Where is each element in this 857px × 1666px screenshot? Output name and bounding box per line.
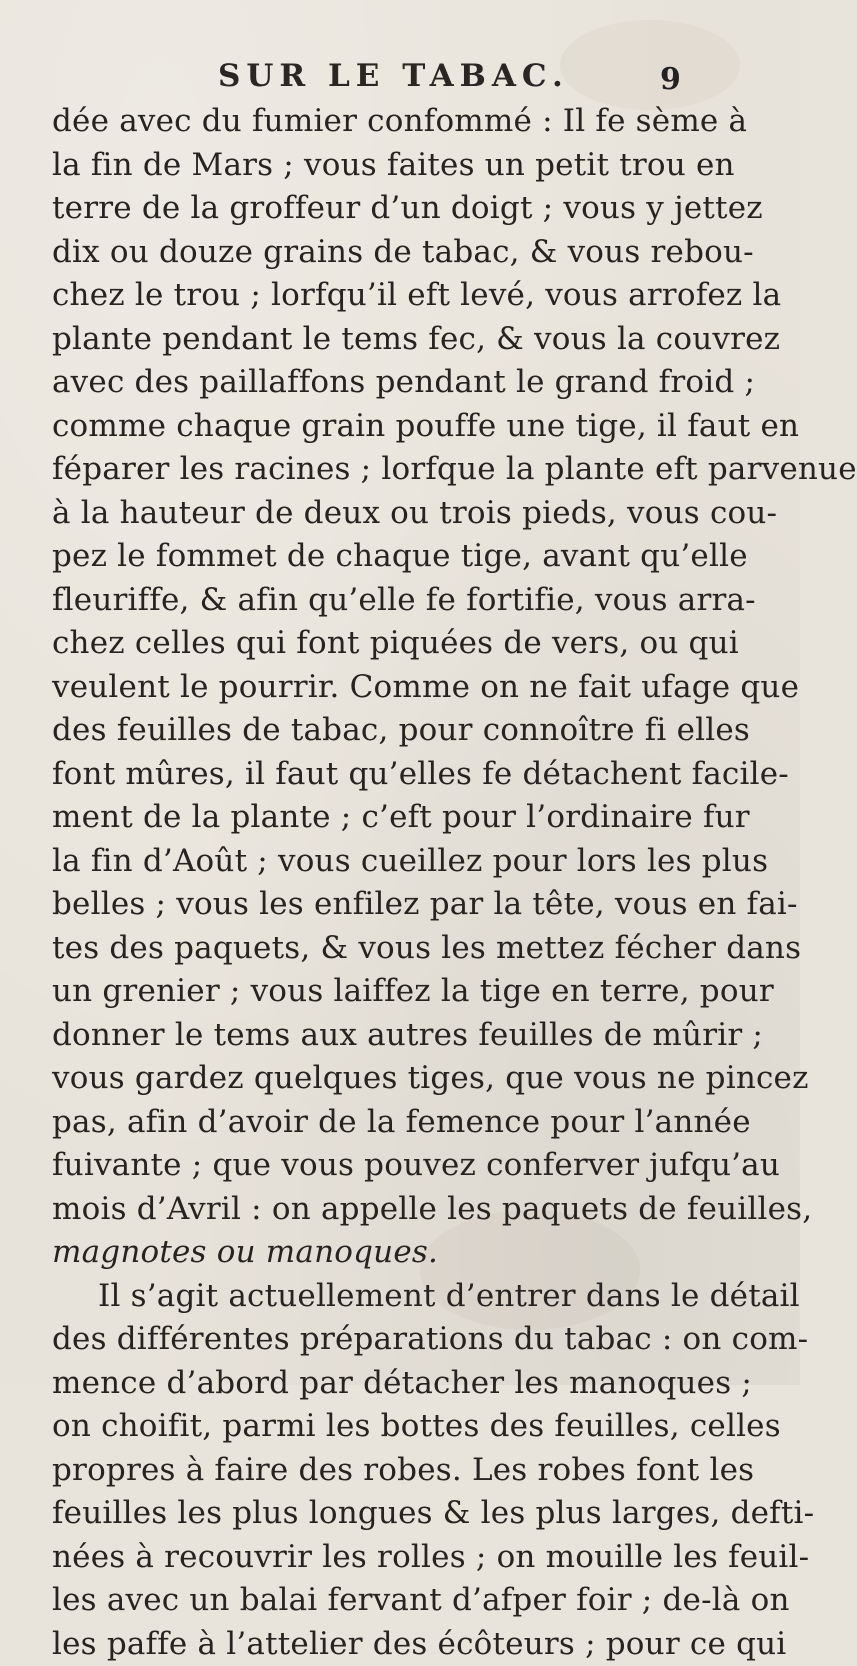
text-line: donner le tems aux autres feuilles de mûrir ;	[52, 1014, 782, 1058]
text-line: mois d’Avril : on appelle les paquets de feuilles,	[52, 1188, 782, 1232]
text-line: tes des paquets, & vous les mettez fécher dans	[52, 927, 782, 971]
text-line: fuivante ; que vous pouvez conferver jufqu’au	[52, 1144, 782, 1188]
text-line: propres à faire des robes. Les robes font les	[52, 1449, 782, 1493]
text-line: des différentes préparations du tabac : on com-	[52, 1318, 782, 1362]
text-line: les avec un balai fervant d’afper foir ; de-là on	[52, 1579, 782, 1623]
text-line: plante pendant le tems fec, & vous la couvrez	[52, 318, 782, 362]
text-line: veulent le pourrir. Comme on ne fait ufage que	[52, 666, 782, 710]
text-line: ment de la plante ; c’eft pour l’ordinaire fur	[52, 796, 782, 840]
text-line: la fin de Mars ; vous faites un petit trou en	[52, 144, 782, 188]
text-line: les paffe à l’attelier des écôteurs ; pour ce qui	[52, 1623, 782, 1666]
text-line: dée avec du fumier confommé : Il fe sème à	[52, 100, 782, 144]
text-line: pez le fommet de chaque tige, avant qu’elle	[52, 535, 782, 579]
page-header	[0, 58, 800, 98]
text-line: font mûres, il faut qu’elles fe détachent facile-	[52, 753, 782, 797]
paragraph-start-line: Il s’agit actuellement d’entrer dans le détail	[52, 1275, 782, 1319]
text-line: nées à recouvrir les rolles ; on mouille les feuil-	[52, 1536, 782, 1580]
text-line: vous gardez quelques tiges, que vous ne pincez	[52, 1057, 782, 1101]
page-number: 9	[660, 62, 681, 97]
text-line: fleuriffe, & afin qu’elle fe fortifie, vous arra-	[52, 579, 782, 623]
text-line: comme chaque grain pouffe une tige, il faut en	[52, 405, 782, 449]
text-line: belles ; vous les enfilez par la tête, vous en fai-	[52, 883, 782, 927]
text-line: terre de la groffeur d’un doigt ; vous y jettez	[52, 187, 782, 231]
text-line: féparer les racines ; lorfque la plante eft parvenue	[52, 448, 782, 492]
text-line: dix ou douze grains de tabac, & vous rebou-	[52, 231, 782, 275]
text-line: on choifit, parmi les bottes des feuilles, celles	[52, 1405, 782, 1449]
running-head: SUR LE TABAC.	[218, 58, 569, 94]
text-line: pas, afin d’avoir de la femence pour l’année	[52, 1101, 782, 1145]
text-line: la fin d’Août ; vous cueillez pour lors les plus	[52, 840, 782, 884]
text-line: avec des paillaffons pendant le grand froid ;	[52, 361, 782, 405]
text-line-italic	[52, 1231, 782, 1275]
text-line: des feuilles de tabac, pour connoître fi elles	[52, 709, 782, 753]
body-text	[52, 100, 782, 1666]
italic-term: magnotes ou manoques.	[52, 1234, 438, 1270]
text-line: mence d’abord par détacher les manoques ;	[52, 1362, 782, 1406]
text-line: chez le trou ; lorfqu’il eft levé, vous arrofez la	[52, 274, 782, 318]
text-line: feuilles les plus longues & les plus larges, defti-	[52, 1492, 782, 1536]
text-line: chez celles qui font piquées de vers, ou qui	[52, 622, 782, 666]
text-line: à la hauteur de deux ou trois pieds, vous cou-	[52, 492, 782, 536]
text-line: un grenier ; vous laiffez la tige en terre, pour	[52, 970, 782, 1014]
